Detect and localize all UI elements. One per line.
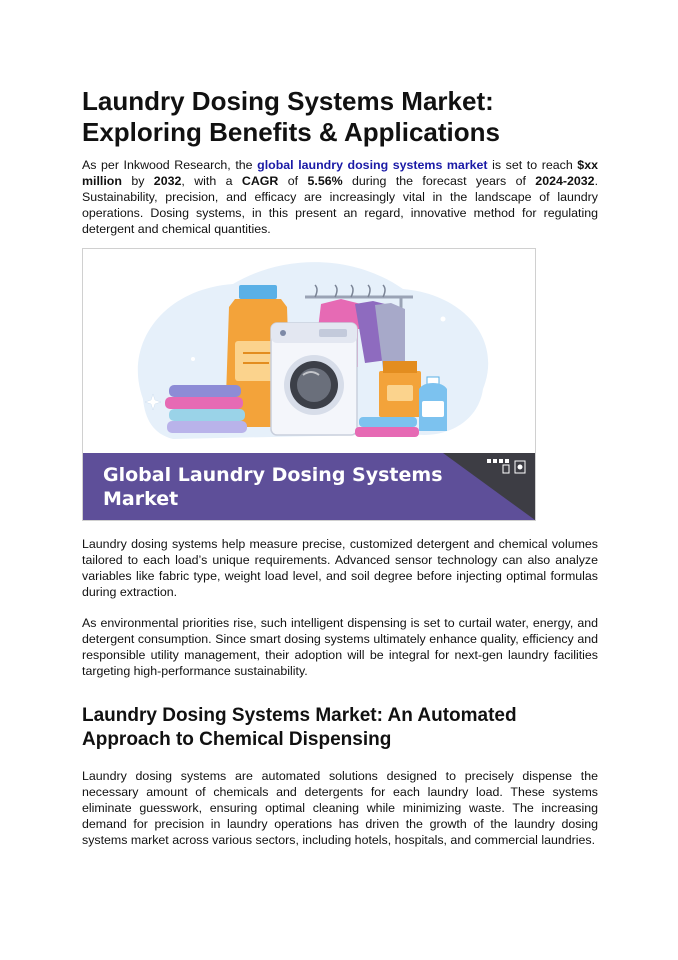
washing-machine-icon bbox=[271, 323, 357, 435]
target-year: 2032 bbox=[153, 174, 182, 188]
body-paragraph-1: Laundry dosing systems help measure precise, customized detergent and chemical volumes tailored to each load’s unique requirements. Advanced sensor technology can also analyze variables like fabric type, weight load level, and soil degree before injecting optimal formulas during extraction. bbox=[82, 537, 598, 599]
market-illustration bbox=[82, 248, 536, 521]
banner-title-line-1: Global Laundry Dosing Systems bbox=[103, 464, 443, 486]
banner-title-line-2: Market bbox=[103, 488, 179, 510]
towel-stack-icon bbox=[165, 385, 247, 433]
section-heading: Laundry Dosing Systems Market: An Automated Approach to Chemical Dispensing bbox=[82, 705, 517, 750]
intro-paragraph bbox=[82, 157, 598, 237]
intro-text-5: of bbox=[278, 174, 308, 188]
folded-towels-icon bbox=[355, 417, 419, 437]
cagr-value: 5.56% bbox=[307, 174, 343, 188]
page-title: Laundry Dosing Systems Market: Exploring Benefits & Applications bbox=[82, 86, 500, 147]
market-value: $xx million bbox=[82, 158, 598, 188]
intro-text-2: is set to reach bbox=[487, 158, 578, 172]
forecast-period: 2024-2032 bbox=[535, 174, 595, 188]
intro-text-4: , with a bbox=[181, 174, 242, 188]
intro-text-7: . Sustainability, precision, and efficacy are increasingly vital in the landscape of laundry operations. Dosing systems, in this present an regard, innovative method for regulating detergent and chemical quantities. bbox=[82, 174, 599, 236]
intro-text-3: by bbox=[121, 174, 154, 188]
cagr-label: CAGR bbox=[241, 174, 279, 188]
detergent-box-icon bbox=[379, 361, 421, 417]
body-paragraph-2: As environmental priorities rise, such intelligent dispensing is set to curtail water, energy, and detergent consumption. Since smart dosing systems ultimately enhance quality, efficiency and responsible utility management, their adoption will be integral for next-gen laundry facilities targeting high-performance sustainability. bbox=[82, 616, 598, 678]
intro-text-1: As per Inkwood Research, the bbox=[82, 158, 258, 172]
intro-text-6: during the forecast years of bbox=[342, 174, 536, 188]
market-link[interactable]: global laundry dosing systems market bbox=[257, 158, 488, 172]
body-paragraph-3: Laundry dosing systems are automated solutions designed to precisely dispense the necessary amount of chemicals and detergents for each laundry load. These systems eliminate guesswork, ensuring optimal cleaning while minimizing waste. The increasing demand for precision in laundry operations has driven the growth of the laundry dosing systems market across various sectors, including hotels, hospitals, and commercial laundries. bbox=[82, 769, 598, 847]
